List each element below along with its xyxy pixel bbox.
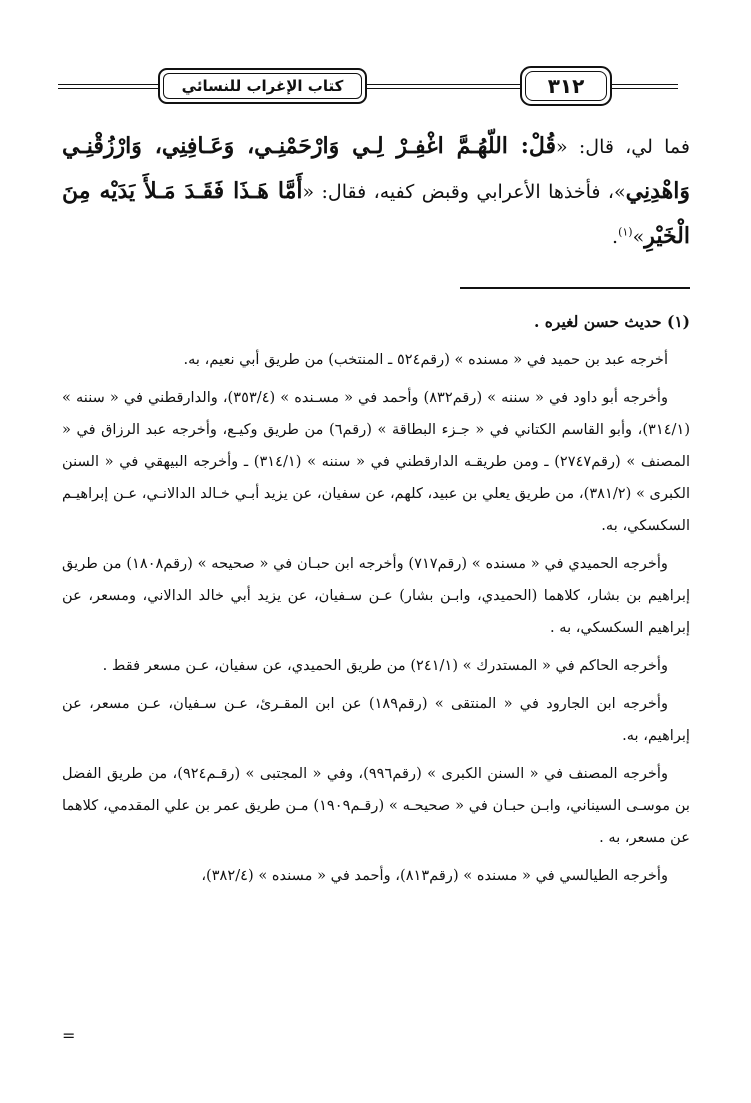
footnote-paragraph: وأخرجه أبو داود في « سننه » (رقم٨٣٢) وأحمد في « مسـنده » (٣٥٣/٤)، والدارقطني في « سننه » (٣١٤/١)، وأبو القاسم الكتاني في « جـزء البطاقة » (رقم٦) من طريق وكيـع، وأخرجه عبد الرزاق في « المصنف » (رقم٢٧٤٧) ـ ومن طريقـه الدارقطني في « سننه » (٣١٤/١) ـ وأخرجه البيهقي في « السنن الكبرى » (٣٨١/٢)، من طريق يعلي بن عبيد، كلهم، عن سفيان، عن يزيد أبـي خـالد الدالانـي، عـن إبراهيـم السكسكي، به. xyxy=(62,389,691,534)
page-number: ٣١٢ xyxy=(547,74,585,98)
hadith-quote-1: قُلْ: اللّهُـمَّ اغْفِـرْ لِـي وَارْحَمْنِـي، وَعَـافِنِي، وَارْزُقْنِـي وَاهْدِنِي xyxy=(62,133,691,204)
footnote-paragraph: وأخرجه الحميدي في « مسنده » (رقم٧١٧) وأخرجه ابن حبـان في « صحيحه » (رقم١٨٠٨) من طريق إبراهيم بن بشار، كلاهما (الحميدي، وابـن بشار) عـن سـفيان، عن يزيد أبي خالد الدالاني، ومسعر، عن إبراهيم السكسكي، به . xyxy=(62,555,690,636)
book-title: كتاب الإغراب للنسائي xyxy=(181,77,344,95)
book-title-frame xyxy=(158,68,367,104)
footnotes xyxy=(62,306,690,898)
continuation-mark: = xyxy=(62,1026,76,1045)
footnote-separator xyxy=(460,287,690,289)
main-text xyxy=(62,124,690,259)
footnote-paragraph: وأخرجه المصنف في « السنن الكبرى » (رقم٩٩٦)، وفي « المجتبى » (رقـم٩٢٤)، من طريق الفضل بن موسـى السيناني، وابـن حبـان في « صحيحـه » (رقـم١٩٠٩) مـن طريق عمر بن علي المقدمي، كلاهما عن مسعر، به . xyxy=(62,765,690,846)
main-close: » xyxy=(632,226,645,248)
footnote-paragraph: وأخرجه الطيالسي في « مسنده » (رقم٨١٣)، وأحمد في « مسنده » (٣٨٢/٤)، xyxy=(201,867,668,884)
main-intro: فما لي، قال: « xyxy=(556,136,690,158)
running-header xyxy=(58,66,678,106)
hadith-quote-2: أَمَّا هَـذَا فَقَـدَ مَـلأَ يَدَيْه مِنَ الْخَيْرِ xyxy=(62,178,690,249)
main-end: . xyxy=(612,226,619,248)
footnote-paragraph: أخرجه عبد بن حميد في « مسنده » (رقم٥٢٤ ـ المنتخب) من طريق أبي نعيم، به. xyxy=(183,351,668,368)
main-middle: »، فأخذها الأعرابي وقبض كفيه، فقال: « xyxy=(302,181,626,203)
footnote-reference: (١) xyxy=(618,225,633,239)
footnote-paragraph: وأخرجه ابن الجارود في « المنتقى » (رقم١٨٩) عن ابن المقـرئ، عـن سـفيان، عـن مسعر، عن إبراهيم، به. xyxy=(62,695,690,744)
footnote-paragraph: وأخرجه الحاكم في « المستدرك » (٢٤١/١) من طريق الحميدي، عن سفيان، عـن مسعر فقط . xyxy=(102,657,668,674)
page-number-frame xyxy=(520,66,612,106)
footnote-heading: (١) حديث حسن لغيره . xyxy=(534,312,690,331)
